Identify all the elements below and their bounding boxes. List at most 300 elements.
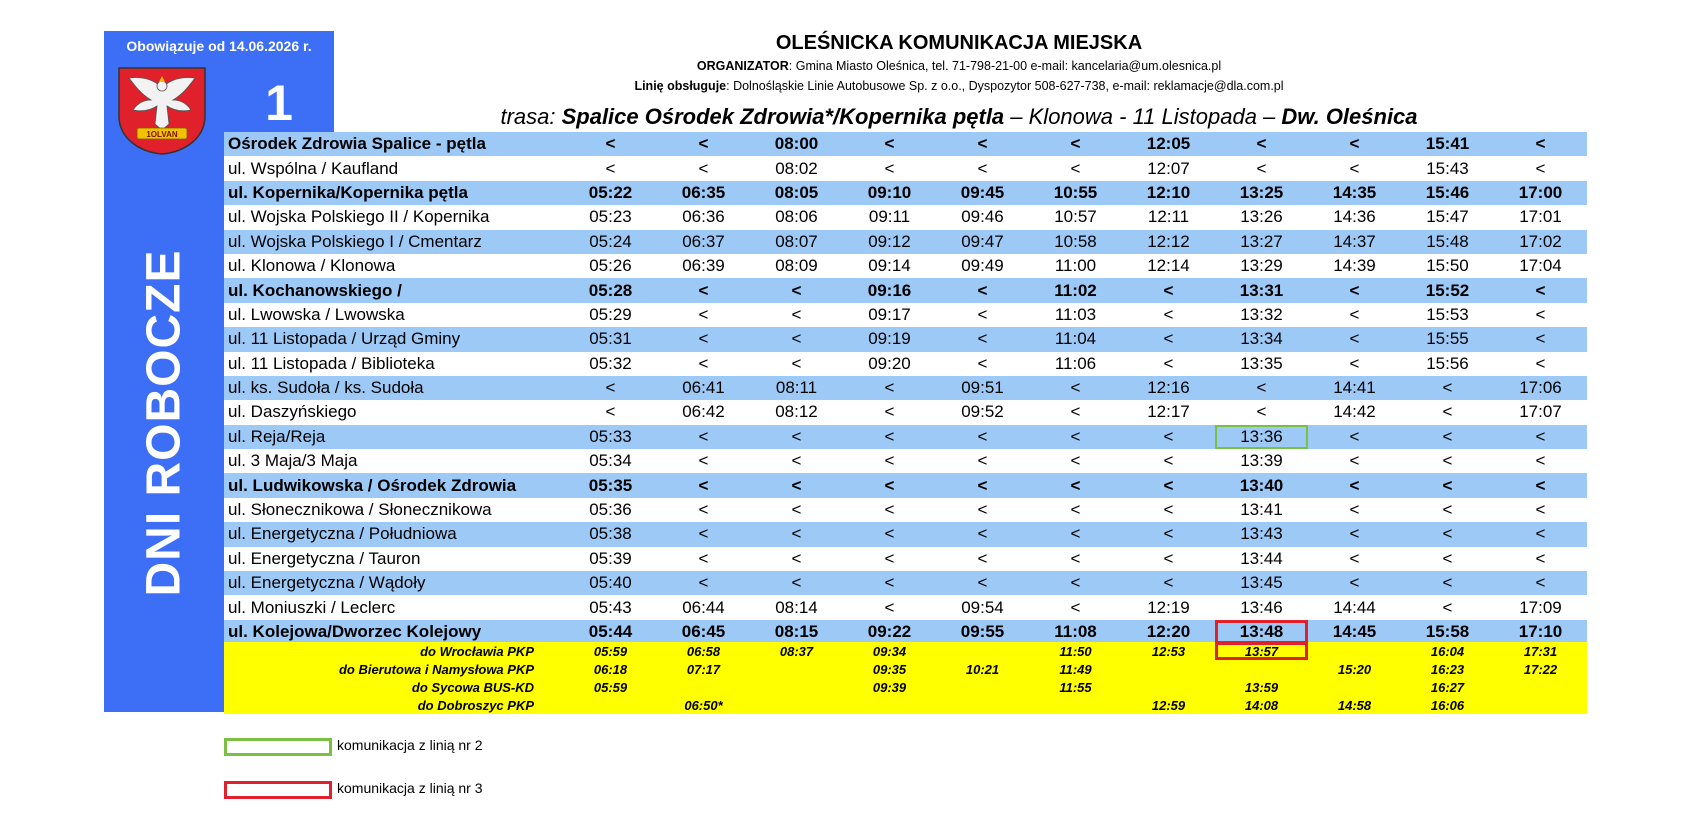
departure-time: 09:22 <box>843 620 936 644</box>
stop-name: ul. Reja/Reja <box>224 425 564 449</box>
crest-banner-text: 1OLVAN <box>146 130 178 139</box>
departure-time: < <box>936 327 1029 351</box>
connection-time: 06:58 <box>686 643 721 659</box>
departure-time: 09:52 <box>961 402 1004 422</box>
stop-name: ul. Wspólna / Kaufland <box>228 158 399 178</box>
departure-time: < <box>936 425 1029 449</box>
departure-time: < <box>1070 597 1081 617</box>
departure-time: 05:26 <box>589 256 632 276</box>
departure-time: < <box>1070 402 1081 422</box>
connection-destination: do Dobroszyc PKP <box>417 697 534 713</box>
departure-time: 11:04 <box>1029 327 1122 351</box>
departure-time: 13:25 <box>1215 181 1308 205</box>
connection-time <box>1494 696 1587 714</box>
connection-time: 10:21 <box>965 661 1000 677</box>
departure-time: 09:49 <box>961 256 1004 276</box>
connection-time: 12:59 <box>1151 697 1186 713</box>
departure-time: < <box>977 158 988 178</box>
departure-time: 06:45 <box>657 620 750 644</box>
connection-time: 17:22 <box>1523 661 1558 677</box>
operator-text: : Dolnośląskie Linie Autobusowe Sp. z o.o., Dyspozytor 508-627-738, e-mail: reklamacje@dla.com.pl <box>726 79 1284 93</box>
departure-time: 14:42 <box>1333 402 1376 422</box>
departure-time: < <box>936 571 1029 595</box>
departure-time: < <box>843 571 936 595</box>
departure-time: < <box>1308 473 1401 497</box>
departure-time: 05:44 <box>564 620 657 644</box>
departure-time: < <box>1349 451 1360 471</box>
departure-time: 08:12 <box>775 402 818 422</box>
departure-time: 17:01 <box>1519 207 1562 227</box>
departure-time: 05:34 <box>589 451 632 471</box>
stop-name: ul. 11 Listopada / Biblioteka <box>228 353 435 373</box>
stop-name: Ośrodek Zdrowia Spalice - pętla <box>224 132 564 156</box>
departure-time: 12:16 <box>1122 376 1215 400</box>
departure-time: 13:41 <box>1240 500 1283 520</box>
departure-time: < <box>1029 376 1122 400</box>
connection-time: 05:59 <box>593 679 628 695</box>
departure-time: 13:31 <box>1215 278 1308 302</box>
departure-time: 05:33 <box>564 425 657 449</box>
departure-time: 12:07 <box>1147 158 1190 178</box>
city-crest-icon <box>115 66 209 156</box>
departure-time: 09:54 <box>961 597 1004 617</box>
departure-time: < <box>843 376 936 400</box>
departure-time: < <box>791 304 802 324</box>
departure-time: < <box>1070 500 1081 520</box>
connection-time: 11:50 <box>1059 643 1092 659</box>
departure-time: < <box>1349 548 1360 568</box>
departure-time: < <box>843 522 936 546</box>
timetable-row <box>224 181 1587 205</box>
connection-time <box>1308 642 1401 660</box>
connection-time <box>1215 660 1308 678</box>
departure-time: 17:07 <box>1519 402 1562 422</box>
departure-time: 17:09 <box>1519 597 1562 617</box>
connection-time: 06:18 <box>593 661 628 677</box>
connection-time <box>936 642 1029 660</box>
connection-time: 09:35 <box>872 661 907 677</box>
departure-time: < <box>1401 571 1494 595</box>
connection-time <box>1308 678 1401 696</box>
departure-time: 14:39 <box>1333 256 1376 276</box>
departure-time: < <box>1122 278 1215 302</box>
timetable-row <box>224 327 1587 351</box>
departure-time: < <box>657 327 750 351</box>
departure-time: < <box>1442 548 1453 568</box>
departure-time: < <box>1215 132 1308 156</box>
connection-time: 16:23 <box>1430 661 1465 677</box>
departure-time: < <box>1494 327 1587 351</box>
departure-time: 10:57 <box>1054 207 1097 227</box>
timetable-row <box>224 205 1587 229</box>
timetable-row <box>224 473 1587 497</box>
organizer-line <box>334 59 1584 73</box>
departure-time: < <box>1308 278 1401 302</box>
connection-time: 14:08 <box>1244 697 1279 713</box>
timetable-row <box>224 376 1587 400</box>
departure-time: < <box>1029 473 1122 497</box>
connection-time <box>1029 696 1122 714</box>
departure-time: 15:43 <box>1426 158 1469 178</box>
departure-time: 05:24 <box>564 230 657 254</box>
departure-time: 11:03 <box>1054 304 1097 324</box>
stop-name: ul. Lwowska / Lwowska <box>228 304 405 324</box>
departure-time: 09:10 <box>843 181 936 205</box>
line-number: 1 <box>224 61 334 133</box>
departure-time: < <box>1163 451 1174 471</box>
departure-time: 05:28 <box>564 278 657 302</box>
departure-time: < <box>791 353 802 373</box>
connection-time: 12:53 <box>1151 643 1186 659</box>
departure-time: < <box>1029 132 1122 156</box>
departure-time: < <box>564 376 657 400</box>
departure-time: < <box>936 473 1029 497</box>
departure-time: < <box>750 425 843 449</box>
departure-time: 12:17 <box>1147 402 1190 422</box>
connection-time: 17:31 <box>1523 643 1558 659</box>
departure-time: < <box>750 571 843 595</box>
departure-time: 08:07 <box>750 230 843 254</box>
departure-time: 12:10 <box>1122 181 1215 205</box>
departure-time: < <box>1494 132 1587 156</box>
departure-time: 09:46 <box>961 207 1004 227</box>
departure-time: 05:31 <box>564 327 657 351</box>
connection-row <box>224 660 1587 678</box>
departure-time: 12:19 <box>1147 597 1190 617</box>
connection-time: 09:34 <box>872 643 907 659</box>
timetable-row <box>224 156 1587 180</box>
stop-name: ul. Wojska Polskiego I / Cmentarz <box>224 230 564 254</box>
route-end: Dw. Oleśnica <box>1281 104 1418 129</box>
operator-label: Linię obsługuje <box>634 79 727 93</box>
departure-time: < <box>884 500 895 520</box>
departure-time: 12:12 <box>1122 230 1215 254</box>
departure-time: 14:37 <box>1308 230 1401 254</box>
stop-name: ul. Energetyczna / Wądoły <box>224 571 564 595</box>
departure-time: 05:38 <box>564 522 657 546</box>
departure-time: < <box>884 158 895 178</box>
departure-time: 09:55 <box>936 620 1029 644</box>
departure-time: < <box>977 353 988 373</box>
timetable-row <box>224 547 1587 571</box>
connection-time <box>657 678 750 696</box>
connection-destination: do Wrocławia PKP <box>420 643 534 659</box>
departure-time: < <box>1494 278 1587 302</box>
connection-time <box>1494 678 1587 696</box>
timetable-row <box>224 571 1587 595</box>
departure-time: < <box>1442 451 1453 471</box>
connection-time <box>843 696 936 714</box>
departure-time: < <box>1308 132 1401 156</box>
operator-line <box>334 79 1584 93</box>
departure-time: < <box>657 278 750 302</box>
connections-table <box>224 642 1587 714</box>
stop-name: ul. Klonowa / Klonowa <box>228 256 396 276</box>
stop-name: ul. Moniuszki / Leclerc <box>228 597 396 617</box>
connection-row <box>224 696 1587 714</box>
departure-time: 06:41 <box>657 376 750 400</box>
timetable-row <box>224 400 1587 424</box>
timetable-row <box>224 303 1587 327</box>
departure-time: < <box>1070 158 1081 178</box>
departure-time: 13:35 <box>1240 353 1283 373</box>
departure-time: < <box>1215 376 1308 400</box>
route-middle: – Klonowa - 11 Listopada – <box>1004 104 1282 129</box>
departure-time: 15:47 <box>1426 207 1469 227</box>
connection-time <box>750 660 843 678</box>
departure-time: < <box>977 500 988 520</box>
departure-time: 15:52 <box>1401 278 1494 302</box>
departure-time: < <box>843 425 936 449</box>
departure-time: 14:36 <box>1333 207 1376 227</box>
departure-time: 17:10 <box>1494 620 1587 644</box>
departure-time: 08:14 <box>775 597 818 617</box>
departure-time: < <box>1163 353 1174 373</box>
departure-time: < <box>977 548 988 568</box>
connection-time: 16:27 <box>1430 679 1465 695</box>
departure-time: 08:00 <box>750 132 843 156</box>
departure-time: 13:45 <box>1215 571 1308 595</box>
connection-time: 13:57 <box>1215 642 1308 660</box>
timetable-row <box>224 620 1587 644</box>
departure-time: < <box>1256 158 1267 178</box>
departure-time: 09:17 <box>868 304 911 324</box>
departure-time: 15:53 <box>1426 304 1469 324</box>
departure-time: < <box>698 304 709 324</box>
departure-time: 10:58 <box>1029 230 1122 254</box>
departure-time: 09:12 <box>843 230 936 254</box>
stop-name: ul. Kopernika/Kopernika pętla <box>224 181 564 205</box>
stop-name: ul. Kolejowa/Dworzec Kolejowy <box>224 620 564 644</box>
departure-time: 17:00 <box>1494 181 1587 205</box>
stop-name: ul. Energetyczna / Tauron <box>228 548 421 568</box>
departure-time: 06:37 <box>657 230 750 254</box>
departure-time: < <box>750 327 843 351</box>
departure-time: 08:06 <box>775 207 818 227</box>
departure-time: 17:06 <box>1494 376 1587 400</box>
departure-time: 14:41 <box>1308 376 1401 400</box>
departure-time: 05:35 <box>564 473 657 497</box>
timetable-row <box>224 449 1587 473</box>
departure-time: 12:20 <box>1122 620 1215 644</box>
connection-destination: do Bierutowa i Namysłowa PKP <box>338 661 534 677</box>
departure-time: 13:27 <box>1215 230 1308 254</box>
departure-time: < <box>1535 500 1546 520</box>
departure-time: < <box>1535 451 1546 471</box>
departure-time: < <box>1308 327 1401 351</box>
departure-time: 14:35 <box>1308 181 1401 205</box>
departure-time: 06:39 <box>682 256 725 276</box>
departure-time: 09:14 <box>868 256 911 276</box>
departure-time: < <box>750 522 843 546</box>
departure-time: < <box>1163 304 1174 324</box>
timetable-row <box>224 230 1587 254</box>
departure-time: < <box>843 132 936 156</box>
connection-row <box>224 642 1587 660</box>
connection-time: 14:58 <box>1337 697 1372 713</box>
departure-time: < <box>1308 522 1401 546</box>
connection-time: 11:49 <box>1059 661 1092 677</box>
timetable-row <box>224 352 1587 376</box>
connection-time <box>936 678 1029 696</box>
stop-name: ul. Wojska Polskiego II / Kopernika <box>228 207 490 227</box>
departure-time: < <box>1349 304 1360 324</box>
departure-time: 08:11 <box>750 376 843 400</box>
departure-time: < <box>884 402 895 422</box>
departure-time: 17:04 <box>1519 256 1562 276</box>
departure-time: < <box>1494 522 1587 546</box>
departure-time: 09:19 <box>843 327 936 351</box>
route-description <box>334 104 1584 130</box>
departure-time: 13:48 <box>1215 620 1308 644</box>
departure-time: 08:15 <box>750 620 843 644</box>
connection-time: 08:37 <box>779 643 814 659</box>
legend-red-swatch <box>224 781 332 799</box>
departure-time: 15:55 <box>1401 327 1494 351</box>
departure-time: < <box>1401 376 1494 400</box>
departure-time: 11:08 <box>1029 620 1122 644</box>
departure-time: < <box>1029 522 1122 546</box>
departure-time: < <box>1442 597 1453 617</box>
departure-time: < <box>1401 425 1494 449</box>
departure-time: 11:00 <box>1054 256 1097 276</box>
organizer-text: : Gmina Miasto Oleśnica, tel. 71-798-21-00 e-mail: kancelaria@um.olesnica.pl <box>788 59 1222 73</box>
departure-time: < <box>1535 548 1546 568</box>
stop-name: ul. Energetyczna / Południowa <box>224 522 564 546</box>
departure-time: 15:48 <box>1401 230 1494 254</box>
day-type-label: DNI ROBOCZE <box>137 249 191 597</box>
departure-time: < <box>698 548 709 568</box>
timetable-row <box>224 522 1587 546</box>
departure-time: 13:32 <box>1240 304 1283 324</box>
departure-time: < <box>1122 522 1215 546</box>
departure-time: < <box>936 132 1029 156</box>
departure-time: < <box>884 548 895 568</box>
departure-time: < <box>1308 571 1401 595</box>
company-title: OLEŚNICKA KOMUNIKACJA MIEJSKA <box>775 32 1143 54</box>
departure-time: 06:35 <box>657 181 750 205</box>
connection-time <box>936 696 1029 714</box>
departure-time: 08:02 <box>775 158 818 178</box>
departure-time: 05:22 <box>564 181 657 205</box>
connection-time: 11:55 <box>1059 679 1092 695</box>
departure-time: < <box>1122 327 1215 351</box>
connection-destination: do Sycowa BUS-KD <box>411 679 534 695</box>
departure-time: < <box>657 132 750 156</box>
connection-time: 13:59 <box>1244 679 1279 695</box>
departure-time: 05:43 <box>589 597 632 617</box>
departure-time: 08:09 <box>775 256 818 276</box>
departure-time: < <box>884 597 895 617</box>
departure-time: < <box>1163 548 1174 568</box>
departure-time: < <box>884 451 895 471</box>
connection-time: 06:50* <box>684 697 723 713</box>
departure-time: < <box>1122 425 1215 449</box>
connection-time: 16:04 <box>1430 643 1465 659</box>
departure-time: < <box>1256 402 1267 422</box>
timetable-row <box>224 425 1587 449</box>
departure-time: < <box>936 522 1029 546</box>
departure-time: 05:32 <box>589 353 632 373</box>
legend-label-line-3: komunikacja z linią nr 3 <box>337 780 483 796</box>
departure-time: 11:06 <box>1054 353 1097 373</box>
connection-time: 05:59 <box>593 643 628 659</box>
timetable-row <box>224 278 1587 302</box>
departure-time: 15:41 <box>1401 132 1494 156</box>
departure-time: < <box>1494 473 1587 497</box>
departure-time: < <box>936 278 1029 302</box>
departure-time: 09:16 <box>843 278 936 302</box>
departure-time: < <box>698 500 709 520</box>
departure-time: < <box>1122 473 1215 497</box>
departure-time: 17:02 <box>1494 230 1587 254</box>
departure-time: 13:43 <box>1215 522 1308 546</box>
departure-time: 13:34 <box>1215 327 1308 351</box>
departure-time: 10:55 <box>1029 181 1122 205</box>
departure-time: 13:46 <box>1240 597 1283 617</box>
stop-name: ul. 3 Maja/3 Maja <box>228 451 358 471</box>
connection-time <box>750 696 843 714</box>
departure-time: < <box>698 158 709 178</box>
departure-time: 08:05 <box>750 181 843 205</box>
departure-time: 15:46 <box>1401 181 1494 205</box>
departure-time: 05:40 <box>564 571 657 595</box>
departure-time: 05:23 <box>589 207 632 227</box>
departure-time: 13:29 <box>1240 256 1283 276</box>
route-start: Spalice Ośrodek Zdrowia*/Kopernika pętla <box>561 104 1005 129</box>
departure-time: < <box>657 571 750 595</box>
departure-time: < <box>1070 548 1081 568</box>
departure-time: 15:50 <box>1426 256 1469 276</box>
departure-time: < <box>1308 425 1401 449</box>
departure-time: < <box>605 158 616 178</box>
stop-name: ul. ks. Sudoła / ks. Sudoła <box>224 376 564 400</box>
departure-time: 09:51 <box>936 376 1029 400</box>
departure-time: < <box>698 353 709 373</box>
organizer-label: ORGANIZATOR <box>696 59 789 73</box>
departure-time: < <box>791 451 802 471</box>
departure-time: < <box>1029 571 1122 595</box>
departure-time: 09:11 <box>868 207 911 227</box>
departure-time: < <box>657 473 750 497</box>
connection-time <box>750 678 843 696</box>
legend-green-swatch <box>224 738 332 756</box>
departure-time: 15:56 <box>1426 353 1469 373</box>
timetable-row <box>224 498 1587 522</box>
departure-time: 13:44 <box>1240 548 1283 568</box>
departure-time: 11:02 <box>1029 278 1122 302</box>
departure-time: 13:39 <box>1240 451 1283 471</box>
departure-time: < <box>1349 158 1360 178</box>
stop-name: ul. Daszyńskiego <box>228 402 357 422</box>
departure-time: 06:36 <box>682 207 725 227</box>
departure-time: < <box>1535 353 1546 373</box>
departure-time: 12:05 <box>1122 132 1215 156</box>
connection-time <box>564 696 657 714</box>
timetable <box>224 132 1587 644</box>
stop-name: ul. Kochanowskiego / <box>224 278 564 302</box>
departure-time: < <box>1349 353 1360 373</box>
departure-time: < <box>1535 304 1546 324</box>
departure-time: < <box>1494 425 1587 449</box>
connection-time: 07:17 <box>686 661 721 677</box>
departure-time: 05:36 <box>589 500 632 520</box>
departure-time: < <box>1401 522 1494 546</box>
departure-time: 09:45 <box>936 181 1029 205</box>
departure-time: < <box>750 473 843 497</box>
departure-time: 05:39 <box>589 548 632 568</box>
stop-name: ul. Słonecznikowa / Słonecznikowa <box>228 500 492 520</box>
